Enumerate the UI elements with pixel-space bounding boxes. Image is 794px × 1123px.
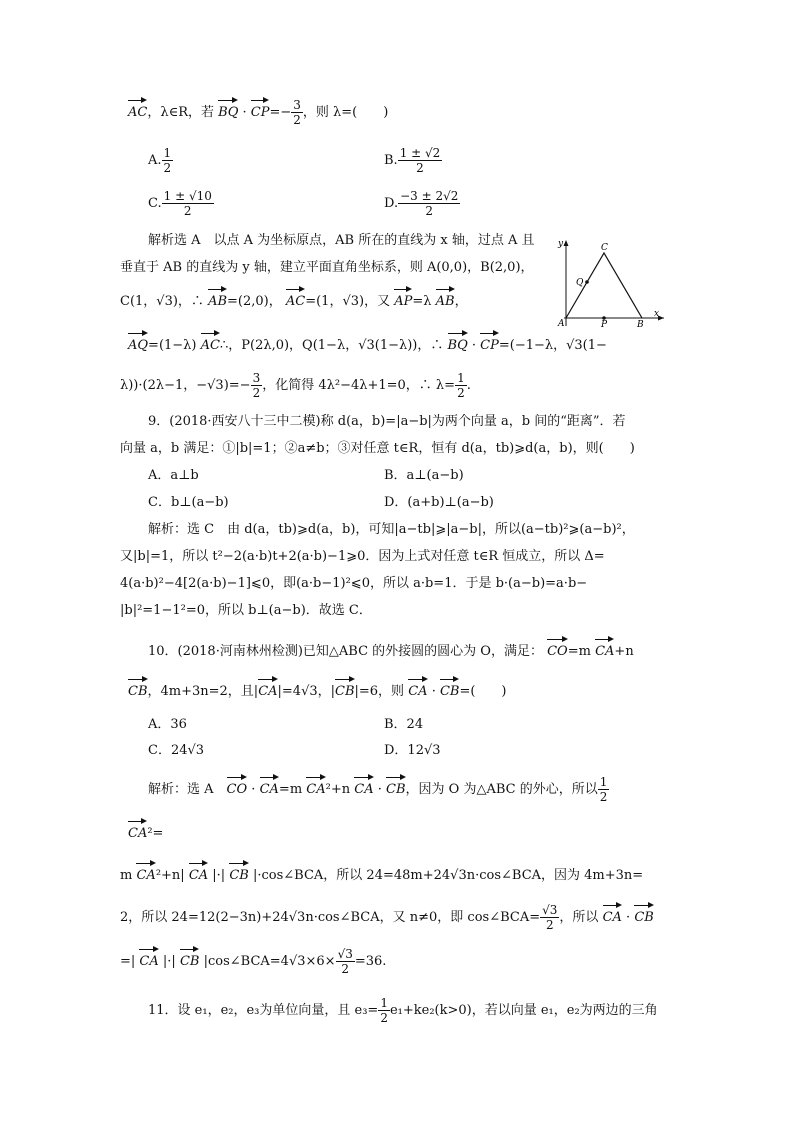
- point-label-P: P: [601, 320, 608, 328]
- q8-option-B: B. $\frac{1 \pm √2}{2}$: [384, 146, 441, 175]
- vector-CP: CP: [251, 97, 270, 122]
- point-label-Q: Q: [576, 278, 584, 288]
- vector-AC: AC: [128, 97, 147, 122]
- q10-option-A: A．36: [148, 717, 187, 732]
- q10-option-B: B．24: [384, 717, 424, 732]
- q8-solution-line3: C(1，√3)，∴ AB=(2,0)， AC=(1，√3)，又 AP=λ AB，: [120, 286, 468, 311]
- q9-option-A: A．a⊥b: [148, 468, 199, 483]
- q10-solution-line3: m CA²+n| CA |·| CB |·cos∠BCA，所以 24=48m+24√3n·cos∠BCA，因为 4m+3n=: [120, 860, 643, 885]
- q10-solution-line1: 解析：选 A CO · CA=m CA²+n CA · CB，因为 O 为△ABC 的外心，所以 $\frac{1}{2}$: [148, 775, 608, 804]
- q8-option-C: C. $\frac{1 \pm √10}{2}$: [148, 189, 212, 218]
- q11-stem-line1: 11．设 e₁，e₂，e₃为单位向量，且 e₃= $\frac{1}{2}$ e₁+ke₂(k>0)，若以向量 e₁，e₂为两边的三角: [148, 996, 658, 1025]
- q10-solution-line4: 2，所以 24=12(2−3n)+24√3n·cos∠BCA，又 n≠0，即 cos∠BCA= $\frac{√3}{2}$ ，所以 CA · CB: [120, 903, 654, 932]
- point-label-C: C: [601, 243, 608, 253]
- q10-option-C: C．24√3: [148, 743, 205, 758]
- q10-stem-line2: CB，4m+3n=2，且|CA|=4√3，|CB|=6，则 CA · CB=( ): [128, 676, 507, 701]
- vector-BQ: BQ: [218, 97, 238, 122]
- q9-solution-line1: 解析：选 C 由 d(a，tb)⩾d(a，b)，可知|a−tb|⩾|a−b|，所以(a−tb)²⩾(a−b)²，: [148, 522, 635, 537]
- q9-stem-line2: 向量 a，b 满足：①|b|=1；②a≠b；③对任意 t∈R，恒有 d(a，tb)⩾d(a，b)，则( ): [120, 441, 635, 456]
- q10-solution-line2: CA²=: [128, 818, 163, 843]
- q8-option-A: A. $\frac{1}{2}$: [148, 146, 172, 175]
- q9-option-D: D．(a+b)⊥(a−b): [384, 495, 494, 510]
- q10-option-D: D．12√3: [384, 743, 441, 758]
- q9-option-C: C．b⊥(a−b): [148, 495, 229, 510]
- q9-solution-line2: 又|b|=1，所以 t²−2(a·b)t+2(a·b)−1⩾0．因为上式对任意 t∈R 恒成立，所以 Δ=: [120, 549, 605, 564]
- q8-stem: AC，λ∈R，若 BQ · CP=− $\frac{3}{2}$ ，则 λ=( ): [128, 98, 389, 127]
- fraction: $\frac{3}{2}$: [293, 98, 301, 127]
- q8-solution-line5: λ))·(2λ−1，−√3)=− $\frac{3}{2}$ ，化简得 4λ²−4λ+1=0，∴ λ= $\frac{1}{2}$ .: [120, 371, 471, 400]
- q9-option-B: B．a⊥(a−b): [384, 468, 464, 483]
- point-label-A: A: [558, 319, 565, 328]
- q9-solution-line4: |b|²=1−1²=0，所以 b⊥(a−b)．故选 C．: [120, 603, 372, 618]
- q8-solution-line2: 垂直于 AB 的直线为 y 轴，建立平面直角坐标系，则 A(0,0)，B(2,0)，: [120, 260, 534, 275]
- axis-label-x: x: [654, 309, 660, 319]
- q8-solution-line1: 解析选 A 以点 A 为坐标原点，AB 所在的直线为 x 轴，过点 A 且: [148, 233, 535, 248]
- triangle-coordinate-diagram: [552, 236, 668, 328]
- q10-solution-line5: =| CA |·| CB |cos∠BCA=4√3×6× $\frac{√3}{2}$ =36.: [120, 947, 387, 976]
- q9-stem-line1: 9．(2018·西安八十三中二模)称 d(a，b)=|a−b|为两个向量 a，b 间的“距离”．若: [148, 414, 626, 429]
- axis-label-y: y: [558, 239, 564, 249]
- q8-option-D: D. $\frac{-3 \pm 2√2}{2}$: [384, 189, 459, 218]
- q9-solution-line3: 4(a·b)²−4[2(a·b)−1]⩽0，即(a·b−1)²⩽0，所以 a·b=1．于是 b·(a−b)=a·b−: [120, 576, 588, 591]
- q8-solution-line4: AQ=(1−λ) AC∴，P(2λ,0)，Q(1−λ，√3(1−λ))，∴ BQ · CP=(−1−λ，√3(1−: [128, 330, 607, 355]
- q10-stem-line1: 10．(2018·河南林州检测)已知△ABC 的外接圆的圆心为 O，满足： CO=m CA+n: [148, 636, 634, 661]
- point-label-B: B: [637, 320, 644, 328]
